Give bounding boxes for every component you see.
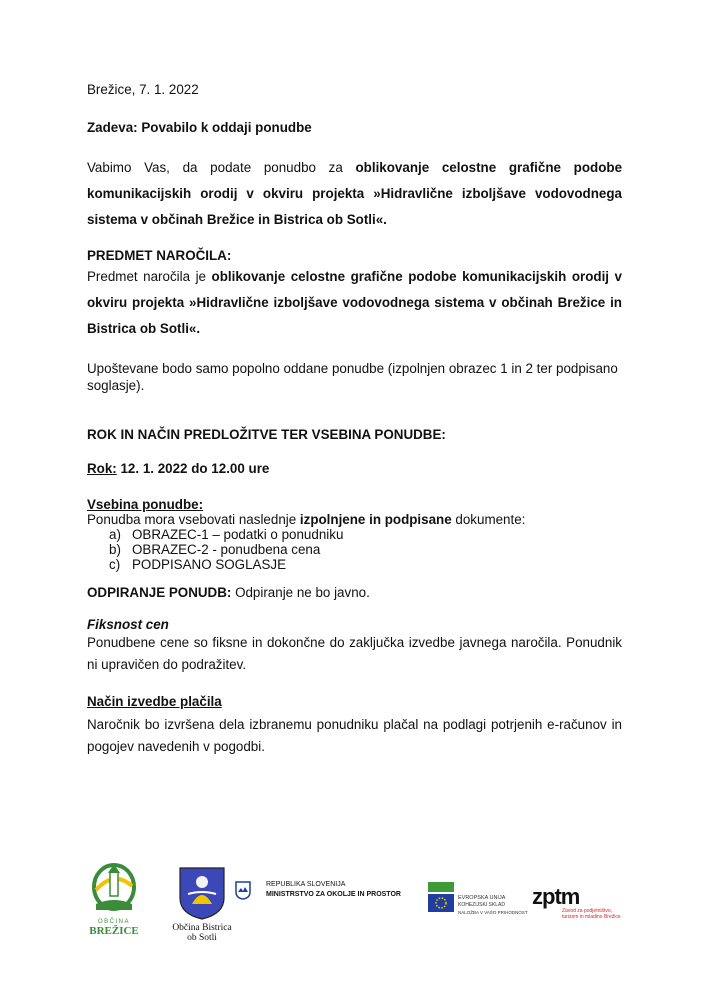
deadline-line xyxy=(87,461,622,476)
ministry-logo xyxy=(234,880,414,910)
zptm-logo xyxy=(532,886,622,926)
zptm-line1: Zavod za podjetništvo, xyxy=(562,908,613,914)
document-body xyxy=(87,82,622,758)
footer-logos xyxy=(0,850,707,950)
vsebina-text-bold: izpolnjene in podpisane xyxy=(299,512,452,527)
ministry-line1: REPUBLIKA SLOVENIJA xyxy=(266,881,346,888)
required-documents-list xyxy=(87,527,622,572)
rok-heading: ROK IN NAČIN PREDLOŽITVE TER VSEBINA PONUDBE: xyxy=(87,427,446,442)
intro-bold-text: oblikovanje celostne grafične podobe komunikacijskih orodij v okviru projekta »Hidravlične izboljšave vodovodnega sistema v občinah Brežice in Bistrica ob Sotli«. xyxy=(87,160,623,227)
predmet-bold-text: oblikovanje celostne grafične podobe komunikacijskih orodij v okviru projekta »Hidravlične izboljšave vodovodnega sistema v občinah Brežice in Bistrica ob Sotli«. xyxy=(87,269,622,336)
fixed-prices-text: Ponudbene cene so fiksne in dokončne do zaključka izvedbe javnega naročila. Ponudnik ni upravičen do podražitev. xyxy=(87,635,622,672)
letter-date: Brežice, 7. 1. 2022 xyxy=(87,82,199,97)
payment-heading: Način izvedbe plačila xyxy=(87,694,222,709)
opening-text: Odpiranje ne bo javno. xyxy=(231,585,370,600)
opening-line xyxy=(87,585,622,600)
acceptance-paragraph: Upoštevane bodo samo popolno oddane ponudbe (izpolnjen obrazec 1 in 2 ter podpisano soglasje). xyxy=(87,361,618,393)
deadline-value: 12. 1. 2022 do 12.00 ure xyxy=(116,461,270,476)
brezice-emblem-icon xyxy=(88,860,140,918)
list-item xyxy=(109,527,622,542)
letter-subject: Zadeva: Povabilo k oddaji ponudbe xyxy=(87,120,312,135)
bistrica-label-line1: Občina Bistrica xyxy=(172,923,232,933)
ministry-line2: MINISTRSTVO ZA OKOLJE IN PROSTOR xyxy=(266,891,401,898)
eu-line1: EVROPSKA UNIJA xyxy=(458,895,506,901)
fixed-prices-heading: Fiksnost cen xyxy=(87,617,169,632)
vsebina-text-post: dokumente: xyxy=(451,512,526,527)
bistrica-coat-of-arms-icon xyxy=(166,864,238,920)
intro-paragraph xyxy=(87,155,622,233)
opening-label: ODPIRANJE PONUDB: xyxy=(87,585,232,600)
payment-text: Naročnik bo izvršena dela izbranemu ponudniku plačal na podlagi potrjenih e-računov in pogojev navedenih v pogodbi. xyxy=(87,717,622,754)
predmet-paragraph xyxy=(87,264,622,342)
intro-text: Vabimo Vas, da podate ponudbo za xyxy=(87,160,356,175)
eu-line3: NALOŽBA V VAŠO PRIHODNOST xyxy=(458,910,528,915)
vsebina-text xyxy=(87,512,622,527)
list-item xyxy=(109,542,622,557)
brezice-name-label: BREŽICE xyxy=(89,925,139,937)
deadline-label: Rok: xyxy=(87,461,117,476)
brezice-logo xyxy=(88,860,140,940)
list-item-letter: b) xyxy=(109,542,121,557)
list-item xyxy=(109,557,622,572)
list-item-text: OBRAZEC-1 – podatki o ponudniku xyxy=(132,527,344,542)
list-item-text: PODPISANO SOGLASJE xyxy=(132,557,287,572)
brezice-top-label: OBČINA xyxy=(97,919,130,925)
predmet-text: Predmet naročila je xyxy=(87,269,212,284)
bistrica-label-line2: ob Sotli xyxy=(187,933,217,943)
predmet-heading: PREDMET NAROČILA: xyxy=(87,248,232,263)
list-item-letter: c) xyxy=(109,557,121,572)
zptm-wordmark: zptm xyxy=(532,884,580,909)
list-item-letter: a) xyxy=(109,527,121,542)
eu-logo xyxy=(428,882,528,922)
list-item-text: OBRAZEC-2 - ponudbena cena xyxy=(132,542,321,557)
eu-line2: KOHEZIJSKI SKLAD xyxy=(458,902,505,908)
eu-flag-icon xyxy=(428,882,454,914)
slovenia-crest-icon xyxy=(234,880,252,900)
vsebina-text-pre: Ponudba mora vsebovati naslednje xyxy=(87,512,300,527)
zptm-line2: turizem in mladino Brežice xyxy=(562,914,621,920)
bistrica-logo xyxy=(166,864,238,954)
vsebina-heading: Vsebina ponudbe: xyxy=(87,497,204,512)
